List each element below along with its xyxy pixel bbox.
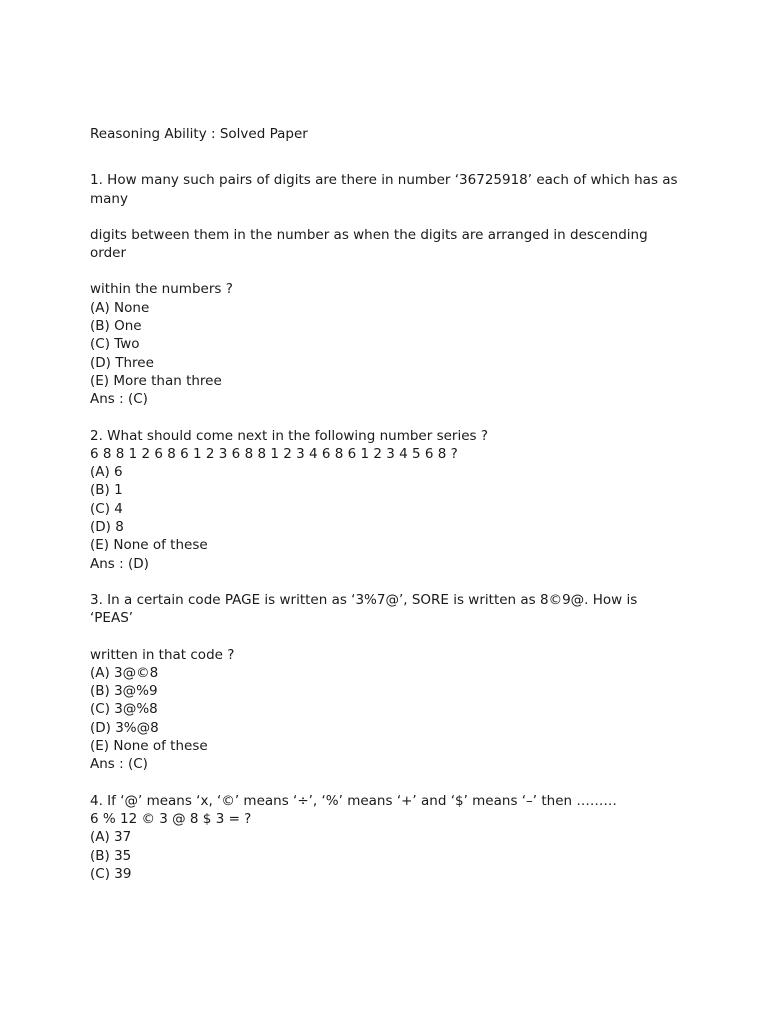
question-1: [90, 171, 680, 408]
option-d: (D) 3%@8: [90, 719, 159, 736]
option-d: (D) 8: [90, 519, 124, 536]
number-series: 6 8 8 1 2 6 8 6 1 2 3 6 8 8 1 2 3 4 6 8 6 1 2 3 4 5 6 8 ?: [90, 445, 458, 462]
question-4: [90, 792, 680, 883]
option-b: (B) 35: [90, 847, 132, 864]
option-e: (E) More than three: [90, 372, 222, 389]
question-text: 2. What should come next in the following number series ?: [90, 427, 489, 444]
document-page: [90, 125, 680, 901]
option-b: (B) 3@%9: [90, 683, 158, 700]
option-b: (B) One: [90, 318, 142, 335]
question-text-continued: written in that code ?: [90, 646, 235, 663]
answer: Ans : (D): [90, 555, 149, 572]
option-a: (A) 6: [90, 464, 123, 481]
question-text-continued: digits between them in the number as when the digits are arranged in descending order: [90, 226, 648, 262]
answer: Ans : (C): [90, 391, 148, 408]
option-b: (B) 1: [90, 482, 123, 499]
answer: Ans : (C): [90, 756, 148, 773]
question-text: 3. In a certain code PAGE is written as ‘3%7@’, SORE is written as 8©9@. How is ‘PEAS’: [90, 591, 638, 627]
option-a: (A) None: [90, 299, 150, 316]
question-3: [90, 591, 680, 774]
option-c: (C) Two: [90, 336, 140, 353]
document-title: Reasoning Ability : Solved Paper: [90, 126, 308, 142]
question-text: 4. If ‘@’ means ‘x, ‘©’ means ‘÷’, ‘%’ means ‘+’ and ‘$’ means ‘–’ then ………: [90, 792, 617, 809]
option-c: (C) 39: [90, 865, 132, 882]
question-2: [90, 427, 680, 573]
option-a: (A) 37: [90, 829, 132, 846]
question-text-continued: within the numbers ?: [90, 281, 233, 298]
option-e: (E) None of these: [90, 738, 208, 755]
question-text: 1. How many such pairs of digits are there in number ‘36725918’ each of which has as many: [90, 172, 678, 207]
option-d: (D) Three: [90, 354, 154, 371]
option-c: (C) 3@%8: [90, 701, 158, 718]
option-a: (A) 3@©8: [90, 664, 159, 681]
option-c: (C) 4: [90, 500, 123, 517]
option-e: (E) None of these: [90, 537, 208, 554]
expression: 6 % 12 © 3 @ 8 $ 3 = ?: [90, 810, 252, 827]
